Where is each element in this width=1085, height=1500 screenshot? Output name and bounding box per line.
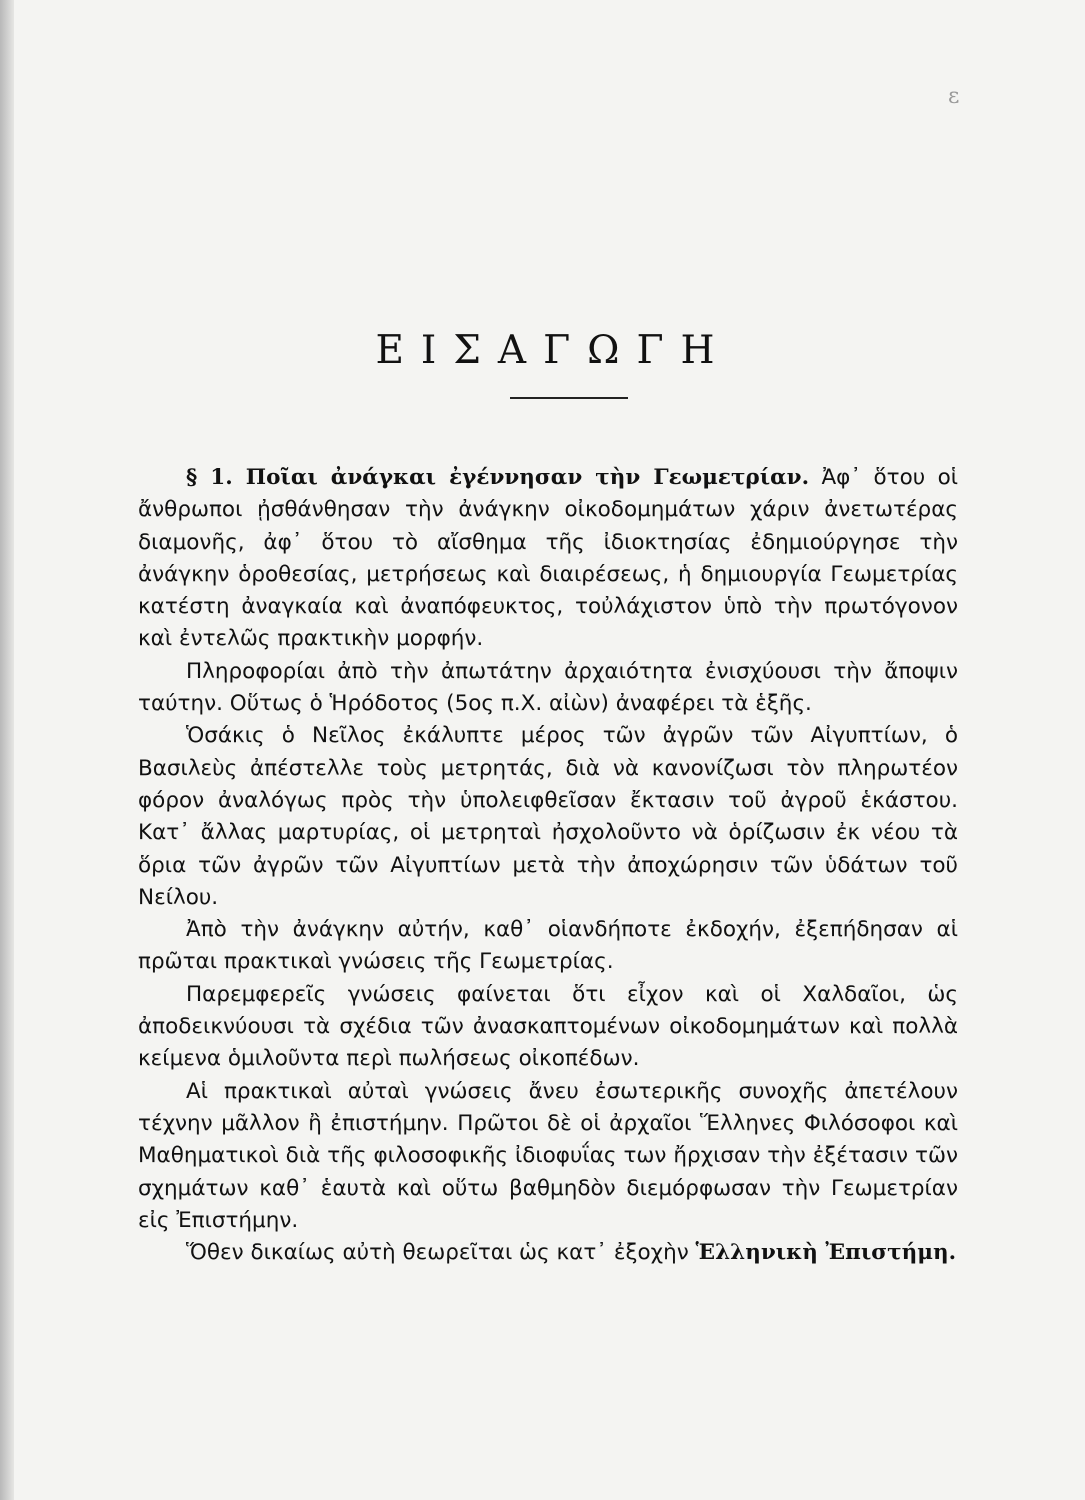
paragraph-6: Αἱ πρακτικαὶ αὐταὶ γνώσεις ἄνευ ἐσωτερικῆς συνοχῆς ἀπετέλουν τέχνην μᾶλλον ἢ ἐπιστήμην. Πρῶτοι δὲ οἱ ἀρχαῖοι Ἕλληνες Φιλόσοφοι καὶ Μαθηματικοὶ διὰ τῆς φιλοσοφικῆς ἰδιοφυΐας των ἤρχισαν τὴν ἐξέτασιν τῶν σχημάτων καθ᾽ ἑαυτὰ καὶ οὕτω βαθμηδὸν διεμόρφωσαν τὴν Γεωμετρίαν εἰς Ἐπιστήμην.	[138, 1078, 958, 1233]
paragraph-1	[138, 462, 958, 656]
section-heading: § 1. Ποῖαι ἀνάγκαι ἐγέννησαν τὴν Γεωμετρίαν.	[186, 465, 810, 490]
paragraph-3: Ὁσάκις ὁ Νεῖλος ἐκάλυπτε μέρος τῶν ἀγρῶν τῶν Αἰγυπτίων, ὁ Βασιλεὺς ἀπέστελλε τοὺς μετρητάς, διὰ νὰ κανονίζωσι τὸν πληρωτέον φόρον ἀναλόγως πρὸς τὴν ὑπολειφθεῖσαν ἔκτασιν τοῦ ἀγροῦ ἑκάστου. Κατ᾽ ἄλλας μαρτυρίας, οἱ μετρηταὶ ἠσχολοῦντο νὰ ὁρίζωσιν ἐκ νέου τὰ ὅρια τῶν ἀγρῶν τῶν Αἰγυπτίων μετὰ τὴν ἀποχώρησιν τῶν ὑδάτων τοῦ Νείλου.	[138, 723, 958, 910]
page-corner-mark: ε	[948, 84, 960, 109]
title-underline	[510, 397, 628, 399]
page-edge-shadow	[0, 0, 14, 1500]
paragraph-1-text: Ἀφ᾽ ὅτου οἱ ἄνθρωποι ᾐσθάνθησαν τὴν ἀνάγκην οἰκοδομημάτων χάριν ἀνετωτέρας διαμονῆς, ἀφ᾽ ὅτου τὸ αἴσθημα τῆς ἰδιοκτησίας ἐδημιούργησε τὴν ἀνάγκην ὁροθεσίας, μετρήσεως καὶ διαιρέσεως, ἡ δημιουργία Γεωμετρίας κατέστη ἀναγκαία καὶ ἀναπόφευκτος, τοὐλάχιστον ὑπὸ τὴν πρωτόγονον καὶ ἐντελῶς πρακτικὴν μορφήν.	[138, 465, 958, 652]
paragraph-2: Πληροφορίαι ἀπὸ τὴν ἀπωτάτην ἀρχαιότητα ἐνισχύουσι τὴν ἄποψιν ταύτην. Οὕτως ὁ Ἡρόδοτος (5ος π.Χ. αἰὼν) ἀναφέρει τὰ ἑξῆς.	[138, 658, 958, 717]
paragraph-7-text: Ὅθεν δικαίως αὐτὴ θεωρεῖται ὡς κατ᾽ ἐξοχὴν	[186, 1240, 696, 1266]
paragraph-7	[138, 1237, 958, 1269]
section-body	[138, 462, 958, 1269]
paragraph-5: Παρεμφερεῖς γνώσεις φαίνεται ὅτι εἶχον καὶ οἱ Χαλδαῖοι, ὡς ἀποδεικνύουσι τὰ σχέδια τῶν ἀνασκαπτομένων οἰκοδομημάτων καὶ πολλὰ κείμενα ὁμιλοῦντα περὶ πωλήσεως οἰκοπέδων.	[138, 981, 958, 1072]
page-title: ΕΙΣΑΓΩΓΗ	[375, 328, 732, 373]
paragraph-4: Ἀπὸ τὴν ἀνάγκην αὐτήν, καθ᾽ οἱανδήποτε ἐκδοχήν, ἐξεπήδησαν αἱ πρῶται πρακτικαὶ γνώσεις τῆς Γεωμετρίας.	[138, 917, 958, 975]
paragraph-7-emphasis: Ἑλληνικὴ Ἐπιστήμη.	[695, 1240, 957, 1266]
